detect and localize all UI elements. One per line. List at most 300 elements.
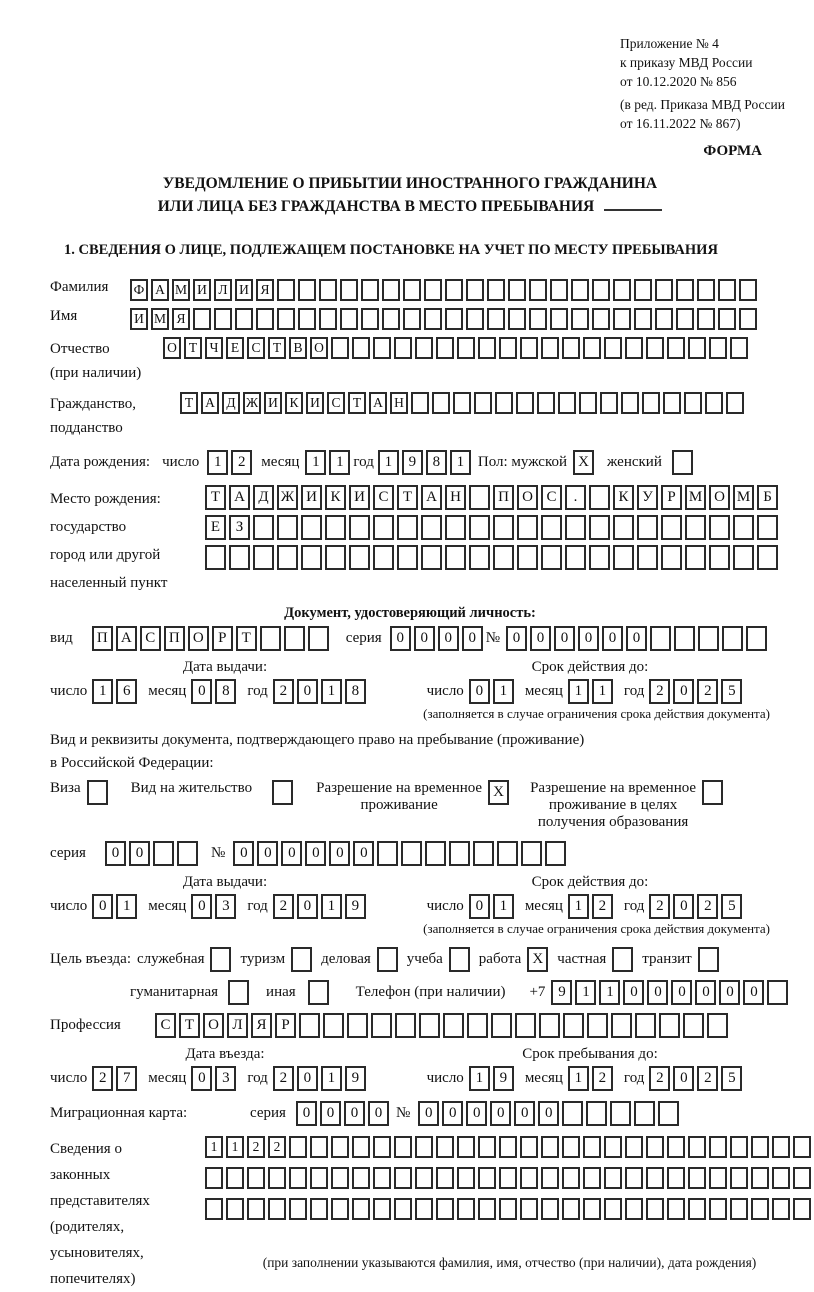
- form-cell[interactable]: [751, 1167, 769, 1189]
- form-cell[interactable]: [298, 308, 316, 330]
- form-cell[interactable]: [403, 308, 421, 330]
- form-cell[interactable]: Т: [180, 392, 198, 414]
- form-cell[interactable]: 2: [273, 679, 294, 704]
- form-cell[interactable]: 1: [321, 1066, 342, 1091]
- form-cell[interactable]: Р: [275, 1013, 296, 1038]
- form-cell[interactable]: [277, 545, 298, 570]
- form-cell[interactable]: [705, 392, 723, 414]
- form-cell[interactable]: Т: [205, 485, 226, 510]
- form-cell[interactable]: [646, 1136, 664, 1158]
- form-cell[interactable]: 5: [721, 1066, 742, 1091]
- form-cell[interactable]: [550, 308, 568, 330]
- form-cell[interactable]: [550, 279, 568, 301]
- form-cell[interactable]: 0: [623, 980, 644, 1005]
- form-cell[interactable]: 0: [554, 626, 575, 651]
- form-cell[interactable]: О: [517, 485, 538, 510]
- form-cell[interactable]: [205, 545, 226, 570]
- form-cell[interactable]: [445, 308, 463, 330]
- form-cell[interactable]: А: [369, 392, 387, 414]
- form-cell[interactable]: Ж: [277, 485, 298, 510]
- form-cell[interactable]: [698, 626, 719, 651]
- form-cell[interactable]: [308, 626, 329, 651]
- form-cell[interactable]: У: [637, 485, 658, 510]
- form-cell[interactable]: И: [301, 485, 322, 510]
- form-cell[interactable]: С: [373, 485, 394, 510]
- form-cell[interactable]: 0: [438, 626, 459, 651]
- form-cell[interactable]: [467, 1013, 488, 1038]
- form-cell[interactable]: [592, 308, 610, 330]
- form-cell[interactable]: [325, 545, 346, 570]
- form-cell[interactable]: [394, 1198, 412, 1220]
- form-cell[interactable]: И: [349, 485, 370, 510]
- form-cell[interactable]: [520, 1136, 538, 1158]
- form-cell[interactable]: [718, 279, 736, 301]
- form-cell[interactable]: А: [229, 485, 250, 510]
- form-cell[interactable]: 3: [215, 894, 236, 919]
- form-cell[interactable]: 0: [538, 1101, 559, 1126]
- form-cell[interactable]: [587, 1013, 608, 1038]
- form-cell[interactable]: [625, 1198, 643, 1220]
- form-cell[interactable]: 2: [268, 1136, 286, 1158]
- form-cell[interactable]: 0: [462, 626, 483, 651]
- form-cell[interactable]: [610, 1101, 631, 1126]
- form-cell[interactable]: [497, 841, 518, 866]
- form-cell[interactable]: Л: [214, 279, 232, 301]
- form-cell[interactable]: 9: [402, 450, 423, 475]
- form-cell[interactable]: [466, 308, 484, 330]
- form-cell[interactable]: [672, 450, 693, 475]
- form-cell[interactable]: [268, 1198, 286, 1220]
- form-cell[interactable]: [571, 279, 589, 301]
- form-cell[interactable]: [520, 1198, 538, 1220]
- form-cell[interactable]: И: [235, 279, 253, 301]
- form-cell[interactable]: С: [541, 485, 562, 510]
- form-cell[interactable]: [377, 947, 398, 972]
- form-cell[interactable]: 5: [721, 894, 742, 919]
- form-cell[interactable]: 0: [191, 1066, 212, 1091]
- form-cell[interactable]: 9: [345, 1066, 366, 1091]
- form-cell[interactable]: [361, 279, 379, 301]
- form-cell[interactable]: [373, 1136, 391, 1158]
- form-cell[interactable]: [697, 279, 715, 301]
- form-cell[interactable]: [445, 515, 466, 540]
- form-cell[interactable]: 0: [129, 841, 150, 866]
- form-cell[interactable]: 0: [578, 626, 599, 651]
- form-cell[interactable]: 8: [215, 679, 236, 704]
- form-cell[interactable]: 8: [426, 450, 447, 475]
- form-cell[interactable]: [583, 337, 601, 359]
- form-cell[interactable]: 1: [568, 894, 589, 919]
- form-cell[interactable]: [733, 545, 754, 570]
- form-cell[interactable]: [659, 1013, 680, 1038]
- form-cell[interactable]: [674, 626, 695, 651]
- form-cell[interactable]: [562, 337, 580, 359]
- form-cell[interactable]: [495, 392, 513, 414]
- form-cell[interactable]: 0: [469, 894, 490, 919]
- form-cell[interactable]: А: [151, 279, 169, 301]
- form-cell[interactable]: [613, 545, 634, 570]
- form-cell[interactable]: [457, 1198, 475, 1220]
- form-cell[interactable]: С: [247, 337, 265, 359]
- form-cell[interactable]: [793, 1198, 811, 1220]
- form-cell[interactable]: [436, 337, 454, 359]
- form-cell[interactable]: [683, 1013, 704, 1038]
- form-cell[interactable]: [709, 337, 727, 359]
- form-cell[interactable]: 0: [105, 841, 126, 866]
- form-cell[interactable]: [517, 545, 538, 570]
- form-cell[interactable]: П: [493, 485, 514, 510]
- form-cell[interactable]: Т: [236, 626, 257, 651]
- form-cell[interactable]: [772, 1198, 790, 1220]
- form-cell[interactable]: [702, 780, 723, 805]
- form-cell[interactable]: [625, 337, 643, 359]
- form-cell[interactable]: 0: [442, 1101, 463, 1126]
- form-cell[interactable]: 0: [257, 841, 278, 866]
- form-cell[interactable]: 6: [116, 679, 137, 704]
- form-cell[interactable]: [646, 1198, 664, 1220]
- form-cell[interactable]: 0: [602, 626, 623, 651]
- form-cell[interactable]: А: [421, 485, 442, 510]
- form-cell[interactable]: Я: [172, 308, 190, 330]
- form-cell[interactable]: [205, 1198, 223, 1220]
- form-cell[interactable]: Р: [661, 485, 682, 510]
- form-cell[interactable]: [445, 279, 463, 301]
- form-cell[interactable]: [517, 515, 538, 540]
- form-cell[interactable]: [310, 1136, 328, 1158]
- form-cell[interactable]: [373, 1198, 391, 1220]
- form-cell[interactable]: [562, 1136, 580, 1158]
- form-cell[interactable]: 0: [506, 626, 527, 651]
- form-cell[interactable]: [642, 392, 660, 414]
- form-cell[interactable]: К: [285, 392, 303, 414]
- form-cell[interactable]: Д: [253, 485, 274, 510]
- form-cell[interactable]: [589, 485, 610, 510]
- form-cell[interactable]: [253, 515, 274, 540]
- form-cell[interactable]: [415, 337, 433, 359]
- form-cell[interactable]: X: [488, 780, 509, 805]
- form-cell[interactable]: 0: [296, 1101, 317, 1126]
- form-cell[interactable]: [469, 485, 490, 510]
- form-cell[interactable]: [646, 337, 664, 359]
- form-cell[interactable]: [751, 1198, 769, 1220]
- form-cell[interactable]: [340, 279, 358, 301]
- form-cell[interactable]: [667, 1136, 685, 1158]
- form-cell[interactable]: 2: [273, 1066, 294, 1091]
- form-cell[interactable]: О: [310, 337, 328, 359]
- form-cell[interactable]: 1: [592, 679, 613, 704]
- form-cell[interactable]: [589, 545, 610, 570]
- form-cell[interactable]: Т: [397, 485, 418, 510]
- form-cell[interactable]: [299, 1013, 320, 1038]
- form-cell[interactable]: [722, 626, 743, 651]
- form-cell[interactable]: [604, 1167, 622, 1189]
- form-cell[interactable]: 2: [649, 679, 670, 704]
- form-cell[interactable]: П: [92, 626, 113, 651]
- form-cell[interactable]: 9: [345, 894, 366, 919]
- form-cell[interactable]: [377, 841, 398, 866]
- form-cell[interactable]: 1: [599, 980, 620, 1005]
- form-cell[interactable]: [667, 1198, 685, 1220]
- form-cell[interactable]: [478, 337, 496, 359]
- form-cell[interactable]: [331, 1198, 349, 1220]
- form-cell[interactable]: [469, 515, 490, 540]
- form-cell[interactable]: А: [116, 626, 137, 651]
- form-cell[interactable]: [210, 947, 231, 972]
- form-cell[interactable]: 0: [281, 841, 302, 866]
- form-cell[interactable]: О: [203, 1013, 224, 1038]
- form-cell[interactable]: [604, 1198, 622, 1220]
- form-cell[interactable]: Б: [757, 485, 778, 510]
- form-cell[interactable]: [411, 392, 429, 414]
- form-cell[interactable]: [730, 1167, 748, 1189]
- form-cell[interactable]: И: [193, 279, 211, 301]
- form-cell[interactable]: 0: [329, 841, 350, 866]
- form-cell[interactable]: [445, 545, 466, 570]
- form-cell[interactable]: [394, 1167, 412, 1189]
- form-cell[interactable]: Я: [256, 279, 274, 301]
- form-cell[interactable]: 0: [297, 894, 318, 919]
- form-cell[interactable]: [676, 279, 694, 301]
- form-cell[interactable]: [349, 545, 370, 570]
- form-cell[interactable]: [650, 626, 671, 651]
- form-cell[interactable]: [634, 308, 652, 330]
- form-cell[interactable]: [688, 1198, 706, 1220]
- form-cell[interactable]: Т: [268, 337, 286, 359]
- form-cell[interactable]: 1: [226, 1136, 244, 1158]
- form-cell[interactable]: [709, 1198, 727, 1220]
- form-cell[interactable]: [611, 1013, 632, 1038]
- form-cell[interactable]: [499, 337, 517, 359]
- form-cell[interactable]: 0: [673, 894, 694, 919]
- form-cell[interactable]: [793, 1167, 811, 1189]
- form-cell[interactable]: [565, 515, 586, 540]
- form-cell[interactable]: [425, 841, 446, 866]
- form-cell[interactable]: 0: [418, 1101, 439, 1126]
- form-cell[interactable]: М: [172, 279, 190, 301]
- form-cell[interactable]: [331, 1136, 349, 1158]
- form-cell[interactable]: [579, 392, 597, 414]
- form-cell[interactable]: [709, 515, 730, 540]
- form-cell[interactable]: [403, 279, 421, 301]
- form-cell[interactable]: [562, 1198, 580, 1220]
- form-cell[interactable]: [272, 780, 293, 805]
- form-cell[interactable]: 9: [551, 980, 572, 1005]
- form-cell[interactable]: 0: [626, 626, 647, 651]
- form-cell[interactable]: [625, 1136, 643, 1158]
- form-cell[interactable]: [562, 1167, 580, 1189]
- form-cell[interactable]: [415, 1167, 433, 1189]
- form-cell[interactable]: [658, 1101, 679, 1126]
- form-cell[interactable]: [373, 337, 391, 359]
- form-cell[interactable]: 5: [721, 679, 742, 704]
- form-cell[interactable]: [767, 980, 788, 1005]
- form-cell[interactable]: [487, 308, 505, 330]
- form-cell[interactable]: [487, 279, 505, 301]
- form-cell[interactable]: [289, 1198, 307, 1220]
- form-cell[interactable]: 1: [92, 679, 113, 704]
- form-cell[interactable]: [625, 1167, 643, 1189]
- form-cell[interactable]: [457, 337, 475, 359]
- form-cell[interactable]: [739, 308, 757, 330]
- form-cell[interactable]: [457, 1167, 475, 1189]
- form-cell[interactable]: .: [565, 485, 586, 510]
- form-cell[interactable]: О: [163, 337, 181, 359]
- form-cell[interactable]: [421, 515, 442, 540]
- form-cell[interactable]: А: [201, 392, 219, 414]
- form-cell[interactable]: [277, 279, 295, 301]
- form-cell[interactable]: [301, 515, 322, 540]
- form-cell[interactable]: [613, 279, 631, 301]
- form-cell[interactable]: [256, 308, 274, 330]
- form-cell[interactable]: 0: [390, 626, 411, 651]
- form-cell[interactable]: [331, 337, 349, 359]
- form-cell[interactable]: П: [164, 626, 185, 651]
- form-cell[interactable]: [730, 1198, 748, 1220]
- form-cell[interactable]: [515, 1013, 536, 1038]
- form-cell[interactable]: 2: [273, 894, 294, 919]
- form-cell[interactable]: Ч: [205, 337, 223, 359]
- form-cell[interactable]: [319, 308, 337, 330]
- form-cell[interactable]: Т: [179, 1013, 200, 1038]
- form-cell[interactable]: [177, 841, 198, 866]
- form-cell[interactable]: 0: [695, 980, 716, 1005]
- form-cell[interactable]: [310, 1167, 328, 1189]
- form-cell[interactable]: [637, 515, 658, 540]
- form-cell[interactable]: [730, 337, 748, 359]
- form-cell[interactable]: [583, 1136, 601, 1158]
- form-cell[interactable]: [565, 545, 586, 570]
- form-cell[interactable]: [228, 980, 249, 1005]
- form-cell[interactable]: [87, 780, 108, 805]
- form-cell[interactable]: 1: [207, 450, 228, 475]
- form-cell[interactable]: 2: [231, 450, 252, 475]
- form-cell[interactable]: 0: [191, 679, 212, 704]
- form-cell[interactable]: 1: [378, 450, 399, 475]
- form-cell[interactable]: [757, 515, 778, 540]
- form-cell[interactable]: М: [151, 308, 169, 330]
- form-cell[interactable]: [685, 545, 706, 570]
- form-cell[interactable]: [436, 1198, 454, 1220]
- form-cell[interactable]: К: [325, 485, 346, 510]
- form-cell[interactable]: Е: [205, 515, 226, 540]
- form-cell[interactable]: [739, 279, 757, 301]
- form-cell[interactable]: [499, 1167, 517, 1189]
- form-cell[interactable]: [746, 626, 767, 651]
- form-cell[interactable]: [473, 841, 494, 866]
- form-cell[interactable]: Н: [445, 485, 466, 510]
- form-cell[interactable]: Т: [184, 337, 202, 359]
- form-cell[interactable]: [541, 337, 559, 359]
- form-cell[interactable]: [730, 1136, 748, 1158]
- form-cell[interactable]: Р: [212, 626, 233, 651]
- form-cell[interactable]: [415, 1198, 433, 1220]
- form-cell[interactable]: 0: [353, 841, 374, 866]
- form-cell[interactable]: [419, 1013, 440, 1038]
- form-cell[interactable]: [352, 1167, 370, 1189]
- form-cell[interactable]: И: [130, 308, 148, 330]
- form-cell[interactable]: Ж: [243, 392, 261, 414]
- form-cell[interactable]: 1: [568, 679, 589, 704]
- form-cell[interactable]: 1: [116, 894, 137, 919]
- form-cell[interactable]: 7: [116, 1066, 137, 1091]
- form-cell[interactable]: 0: [530, 626, 551, 651]
- form-cell[interactable]: [382, 308, 400, 330]
- form-cell[interactable]: [684, 392, 702, 414]
- form-cell[interactable]: [474, 392, 492, 414]
- form-cell[interactable]: [373, 1167, 391, 1189]
- form-cell[interactable]: [583, 1198, 601, 1220]
- form-cell[interactable]: [349, 515, 370, 540]
- form-cell[interactable]: [205, 1167, 223, 1189]
- form-cell[interactable]: [352, 337, 370, 359]
- form-cell[interactable]: [443, 1013, 464, 1038]
- form-cell[interactable]: 0: [647, 980, 668, 1005]
- form-cell[interactable]: [661, 515, 682, 540]
- form-cell[interactable]: 0: [673, 679, 694, 704]
- form-cell[interactable]: [545, 841, 566, 866]
- form-cell[interactable]: [247, 1167, 265, 1189]
- form-cell[interactable]: [260, 626, 281, 651]
- form-cell[interactable]: [583, 1167, 601, 1189]
- form-cell[interactable]: [709, 1136, 727, 1158]
- form-cell[interactable]: [634, 279, 652, 301]
- form-cell[interactable]: 1: [321, 679, 342, 704]
- form-cell[interactable]: 0: [514, 1101, 535, 1126]
- form-cell[interactable]: [541, 1198, 559, 1220]
- form-cell[interactable]: [655, 279, 673, 301]
- form-cell[interactable]: 1: [469, 1066, 490, 1091]
- form-cell[interactable]: [247, 1198, 265, 1220]
- form-cell[interactable]: [697, 308, 715, 330]
- form-cell[interactable]: [308, 980, 329, 1005]
- form-cell[interactable]: [319, 279, 337, 301]
- form-cell[interactable]: [289, 1167, 307, 1189]
- form-cell[interactable]: [432, 392, 450, 414]
- form-cell[interactable]: [229, 545, 250, 570]
- form-cell[interactable]: [529, 279, 547, 301]
- form-cell[interactable]: [793, 1136, 811, 1158]
- form-cell[interactable]: М: [685, 485, 706, 510]
- form-cell[interactable]: [352, 1136, 370, 1158]
- form-cell[interactable]: [655, 308, 673, 330]
- form-cell[interactable]: [667, 337, 685, 359]
- form-cell[interactable]: [469, 545, 490, 570]
- form-cell[interactable]: [478, 1198, 496, 1220]
- form-cell[interactable]: 2: [697, 1066, 718, 1091]
- form-cell[interactable]: 9: [493, 1066, 514, 1091]
- form-cell[interactable]: 3: [215, 1066, 236, 1091]
- form-cell[interactable]: [571, 308, 589, 330]
- form-cell[interactable]: [604, 1136, 622, 1158]
- form-cell[interactable]: [301, 545, 322, 570]
- form-cell[interactable]: [493, 515, 514, 540]
- form-cell[interactable]: 0: [297, 679, 318, 704]
- form-cell[interactable]: [347, 1013, 368, 1038]
- form-cell[interactable]: [466, 279, 484, 301]
- form-cell[interactable]: [709, 1167, 727, 1189]
- form-cell[interactable]: [521, 841, 542, 866]
- form-cell[interactable]: X: [573, 450, 594, 475]
- form-cell[interactable]: 0: [469, 679, 490, 704]
- form-cell[interactable]: [424, 279, 442, 301]
- form-cell[interactable]: 0: [673, 1066, 694, 1091]
- form-cell[interactable]: 1: [450, 450, 471, 475]
- form-cell[interactable]: [635, 1013, 656, 1038]
- form-cell[interactable]: [698, 947, 719, 972]
- form-cell[interactable]: 1: [305, 450, 326, 475]
- form-cell[interactable]: В: [289, 337, 307, 359]
- form-cell[interactable]: 0: [191, 894, 212, 919]
